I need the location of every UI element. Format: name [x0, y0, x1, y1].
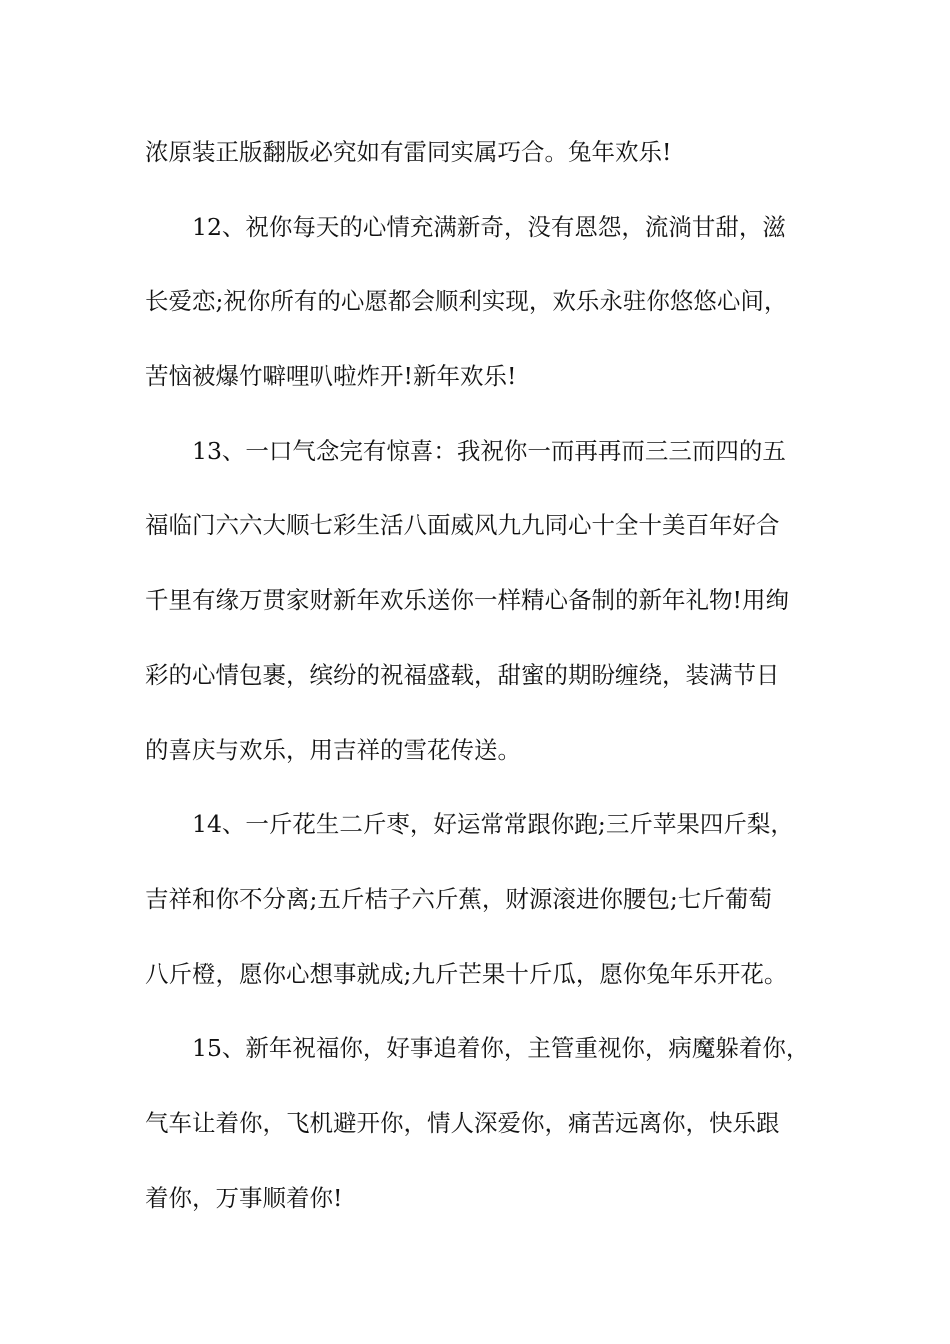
text-line: 彩的心情包裹，缤纷的祝福盛载，甜蜜的期盼缠绕，装满节日 [145, 660, 780, 689]
text-line: 的喜庆与欢乐，用吉祥的雪花传送。 [145, 735, 521, 764]
text-line: 千里有缘万贯家财新年欢乐送你一样精心备制的新年礼物!用绚 [145, 586, 789, 615]
text-line: 吉祥和你不分离;五斤桔子六斤蕉，财源滚进你腰包;七斤葡萄 [145, 884, 772, 913]
text-line: 福临门六六大顺七彩生活八面威风九九同心十全十美百年好合 [145, 511, 780, 540]
text-line: 浓原装正版翻版必究如有雷同实属巧合。兔年欢乐! [145, 138, 672, 166]
text-line: 苦恼被爆竹噼哩叭啦炸开!新年欢乐! [145, 362, 517, 391]
text-line: 14、一斤花生二斤枣，好运常常跟你跑;三斤苹果四斤梨， [192, 810, 794, 839]
text-line: 12、祝你每天的心情充满新奇，没有恩怨，流淌甘甜，滋 [192, 212, 786, 241]
text-line: 15、新年祝福你，好事追着你，主管重视你，病魔躲着你， [192, 1034, 810, 1063]
document-body [145, 126, 820, 1246]
text-line: 气车让着你，飞机避开你，情人深爱你，痛苦远离你，快乐跟 [145, 1108, 780, 1137]
text-line: 着你，万事顺着你! [145, 1183, 343, 1212]
text-line: 八斤橙，愿你心想事就成;九斤芒果十斤瓜，愿你兔年乐开花。 [145, 959, 788, 988]
text-line: 长爱恋;祝你所有的心愿都会顺利实现，欢乐永驻你悠悠心间， [145, 287, 788, 316]
text-line: 13、一口气念完有惊喜：我祝你一而再再而三三而四的五 [192, 436, 786, 465]
